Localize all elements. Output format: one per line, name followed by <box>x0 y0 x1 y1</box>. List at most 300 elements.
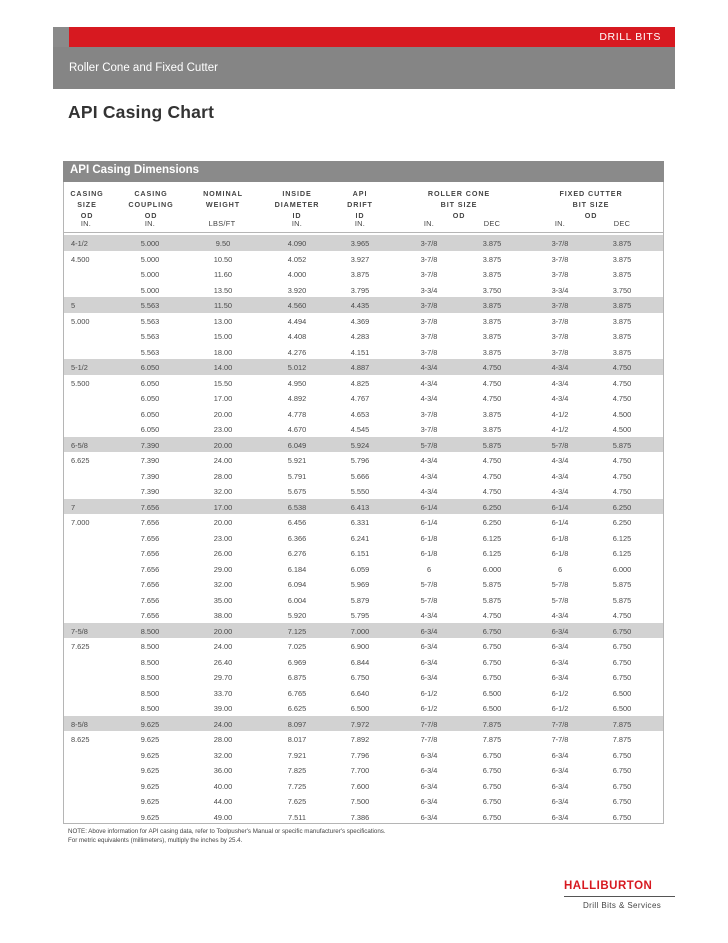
cell-fixed-cutter-dec: 5.875 <box>612 580 632 589</box>
col-header-line: BIT SIZE <box>572 200 610 209</box>
header-grey-block <box>53 27 69 47</box>
cell-coupling-od: 5.000 <box>140 254 160 264</box>
cell-casing-size: 6-5/8 <box>71 440 88 450</box>
table-row <box>64 483 663 499</box>
cell-fixed-cutter-dec: 3.875 <box>612 254 632 264</box>
unit-label: IN. <box>354 219 366 228</box>
col-header-line: API <box>352 189 368 198</box>
cell-api-drift: 6.640 <box>350 688 370 698</box>
cell-fixed-cutter-dec: 4.750 <box>612 363 632 372</box>
cell-api-drift: 7.000 <box>350 626 370 636</box>
cell-coupling-od: 7.656 <box>140 564 160 574</box>
cell-inside-diameter: 7.921 <box>287 750 307 760</box>
cell-inside-diameter: 6.765 <box>287 688 307 698</box>
cell-fixed-cutter-dec: 4.750 <box>612 471 632 481</box>
cell-fixed-cutter-dec: 6.125 <box>612 549 632 558</box>
header-grey-bar <box>53 47 675 89</box>
cell-roller-cone-dec: 4.750 <box>482 378 502 388</box>
cell-fixed-cutter-dec: 7.875 <box>612 735 632 744</box>
cell-roller-cone-in: 4-3/4 <box>420 487 438 496</box>
table-row <box>64 328 663 344</box>
cell-fixed-cutter-in: 4-1/2 <box>551 409 569 419</box>
cell-roller-cone-in: 6-3/4 <box>420 812 438 822</box>
unit-label: IN. <box>144 219 156 228</box>
cell-nominal-weight: 15.50 <box>213 378 233 388</box>
col-header-line: OD <box>452 211 466 220</box>
cell-roller-cone-dec: 5.875 <box>482 595 502 605</box>
cell-inside-diameter: 4.892 <box>287 394 307 403</box>
cell-coupling-od: 8.500 <box>140 657 160 667</box>
table-row <box>64 390 663 406</box>
casing-table <box>63 182 664 824</box>
cell-roller-cone-dec: 6.125 <box>482 549 502 558</box>
cell-roller-cone-dec: 7.875 <box>482 719 502 729</box>
cell-roller-cone-in: 4-3/4 <box>420 456 438 465</box>
cell-api-drift: 4.825 <box>350 378 370 388</box>
cell-inside-diameter: 6.538 <box>287 502 307 512</box>
cell-coupling-od: 7.656 <box>140 611 160 620</box>
table-row <box>64 545 663 561</box>
cell-roller-cone-dec: 3.875 <box>482 332 502 341</box>
cell-nominal-weight: 11.50 <box>214 301 232 310</box>
col-header-line: INSIDE <box>282 189 312 198</box>
cell-nominal-weight: 28.00 <box>213 735 233 744</box>
cell-roller-cone-in: 6-3/4 <box>420 642 438 651</box>
cell-roller-cone-dec: 6.750 <box>482 781 502 791</box>
logo-divider <box>564 896 675 897</box>
cell-api-drift: 5.924 <box>350 440 370 450</box>
cell-nominal-weight: 17.00 <box>213 502 233 512</box>
unit-label: LBS/FT <box>208 219 236 228</box>
col-header-line: DRIFT <box>347 200 373 209</box>
cell-fixed-cutter-dec: 6.500 <box>612 688 632 698</box>
table-row <box>64 344 663 360</box>
cell-roller-cone-dec: 4.750 <box>482 471 502 481</box>
cell-inside-diameter: 5.012 <box>287 363 307 372</box>
cell-fixed-cutter-dec: 6.250 <box>612 502 632 512</box>
cell-inside-diameter: 7.511 <box>288 812 306 822</box>
cell-roller-cone-in: 6-3/4 <box>420 673 438 682</box>
col-header-line: ID <box>292 211 302 220</box>
halliburton-logo: HALLIBURTON <box>564 880 653 892</box>
col-header-line: ROLLER CONE <box>427 189 491 198</box>
table-row <box>64 669 663 685</box>
cell-roller-cone-in: 3-7/8 <box>420 332 438 341</box>
cell-api-drift: 3.965 <box>350 239 370 248</box>
table-row <box>64 778 663 794</box>
cell-coupling-od: 5.563 <box>140 332 160 341</box>
cell-fixed-cutter-dec: 3.875 <box>612 270 632 279</box>
table-row <box>64 282 663 298</box>
cell-inside-diameter: 8.097 <box>287 719 307 729</box>
cell-roller-cone-in: 3-7/8 <box>420 239 438 248</box>
cell-coupling-od: 8.500 <box>140 642 160 651</box>
cell-roller-cone-dec: 4.750 <box>482 611 502 620</box>
table-row <box>64 297 663 313</box>
table-row <box>64 375 663 391</box>
cell-fixed-cutter-dec: 4.750 <box>612 456 632 465</box>
cell-fixed-cutter-in: 6-1/8 <box>551 533 569 543</box>
cell-nominal-weight: 36.00 <box>213 766 233 775</box>
cell-roller-cone-in: 3-7/8 <box>420 301 438 310</box>
cell-fixed-cutter-in: 4-1/2 <box>551 425 569 434</box>
cell-nominal-weight: 26.40 <box>213 657 233 667</box>
cell-fixed-cutter-dec: 3.875 <box>612 301 632 310</box>
footnote-line: For metric equivalents (millimeters), multiply the inches by 25.4. <box>68 836 243 844</box>
cell-coupling-od: 5.000 <box>140 270 160 279</box>
cell-api-drift: 6.151 <box>350 549 370 558</box>
cell-roller-cone-in: 6-1/4 <box>420 502 438 512</box>
cell-coupling-od: 8.500 <box>140 704 160 713</box>
cell-fixed-cutter-in: 6-3/4 <box>551 626 569 636</box>
col-header-fixed-cutter <box>551 188 631 221</box>
unit-label: IN. <box>291 219 303 228</box>
cell-fixed-cutter-in: 4-3/4 <box>551 363 569 372</box>
cell-fixed-cutter-in: 6-3/4 <box>551 797 569 806</box>
cell-roller-cone-in: 7-7/8 <box>420 735 438 744</box>
cell-api-drift: 7.700 <box>350 766 370 775</box>
cell-roller-cone-in: 6-3/4 <box>420 766 438 775</box>
cell-api-drift: 5.550 <box>350 487 370 496</box>
cell-fixed-cutter-in: 3-3/4 <box>551 285 569 295</box>
cell-fixed-cutter-in: 7-7/8 <box>551 719 569 729</box>
cell-coupling-od: 5.563 <box>140 347 160 357</box>
cell-api-drift: 7.500 <box>350 797 370 806</box>
cell-fixed-cutter-dec: 4.500 <box>612 409 632 419</box>
cell-casing-size: 8.625 <box>71 735 90 744</box>
cell-roller-cone-in: 6-1/8 <box>420 549 438 558</box>
cell-coupling-od: 9.625 <box>140 812 160 822</box>
cell-inside-diameter: 5.675 <box>287 487 307 496</box>
cell-api-drift: 3.795 <box>350 285 370 295</box>
cell-roller-cone-dec: 3.875 <box>482 270 502 279</box>
cell-roller-cone-dec: 6.500 <box>482 688 502 698</box>
cell-coupling-od: 7.390 <box>140 440 160 450</box>
cell-roller-cone-in: 4-3/4 <box>420 611 438 620</box>
cell-fixed-cutter-dec: 6.750 <box>612 673 632 682</box>
unit-label: IN. <box>80 219 92 228</box>
cell-api-drift: 6.750 <box>350 673 370 682</box>
table-body <box>64 235 663 824</box>
cell-fixed-cutter-dec: 4.750 <box>612 487 632 496</box>
cell-coupling-od: 5.000 <box>140 285 160 295</box>
cell-fixed-cutter-dec: 7.875 <box>612 719 632 729</box>
cell-roller-cone-in: 4-3/4 <box>420 363 438 372</box>
cell-inside-diameter: 7.625 <box>287 797 307 806</box>
cell-casing-size: 5-1/2 <box>71 363 88 372</box>
footnote-line: NOTE: Above information for API casing data, refer to Toolpusher's Manual or specific manufacturer's specifications. <box>68 828 386 835</box>
cell-nominal-weight: 39.00 <box>213 704 233 713</box>
cell-nominal-weight: 23.00 <box>213 425 233 434</box>
cell-inside-diameter: 7.725 <box>287 781 307 791</box>
table-row <box>64 421 663 437</box>
cell-coupling-od: 6.050 <box>140 378 160 388</box>
col-header-line: BIT SIZE <box>440 200 478 209</box>
cell-fixed-cutter-in: 6-1/8 <box>551 549 569 558</box>
cell-roller-cone-dec: 6.750 <box>482 797 502 806</box>
cell-fixed-cutter-dec: 5.875 <box>612 440 632 450</box>
cell-coupling-od: 7.390 <box>140 456 160 465</box>
cell-api-drift: 4.767 <box>350 394 370 403</box>
cell-nominal-weight: 29.00 <box>213 564 233 574</box>
cell-fixed-cutter-in: 6-3/4 <box>551 657 569 667</box>
cell-fixed-cutter-in: 3-7/8 <box>551 270 569 279</box>
cell-nominal-weight: 26.00 <box>213 549 233 558</box>
cell-api-drift: 4.653 <box>350 409 370 419</box>
cell-coupling-od: 9.625 <box>140 735 160 744</box>
cell-inside-diameter: 6.875 <box>287 673 307 682</box>
cell-roller-cone-in: 6-3/4 <box>420 797 438 806</box>
cell-roller-cone-dec: 6.250 <box>482 502 502 512</box>
cell-fixed-cutter-in: 4-3/4 <box>551 471 569 481</box>
cell-inside-diameter: 6.969 <box>287 657 307 667</box>
cell-roller-cone-in: 3-7/8 <box>420 270 438 279</box>
cell-roller-cone-dec: 4.750 <box>482 394 502 403</box>
cell-fixed-cutter-in: 4-3/4 <box>551 487 569 496</box>
cell-fixed-cutter-in: 6-1/2 <box>551 704 569 713</box>
header-red-bar <box>53 27 675 47</box>
cell-roller-cone-dec: 6.000 <box>482 564 502 574</box>
cell-fixed-cutter-in: 6 <box>557 564 563 574</box>
cell-fixed-cutter-dec: 6.750 <box>612 642 632 651</box>
table-row <box>64 592 663 608</box>
cell-fixed-cutter-in: 6-3/4 <box>551 781 569 791</box>
cell-casing-size: 7.000 <box>71 518 90 527</box>
cell-roller-cone-in: 6-3/4 <box>420 781 438 791</box>
table-row <box>64 762 663 778</box>
cell-roller-cone-in: 6-3/4 <box>420 657 438 667</box>
cell-nominal-weight: 20.00 <box>213 626 233 636</box>
cell-inside-diameter: 6.366 <box>287 533 307 543</box>
cell-coupling-od: 8.500 <box>140 688 160 698</box>
cell-nominal-weight: 35.00 <box>213 595 233 605</box>
cell-roller-cone-dec: 6.500 <box>482 704 502 713</box>
table-row <box>64 576 663 592</box>
col-header-line: SIZE <box>77 200 97 209</box>
cell-inside-diameter: 4.950 <box>287 378 307 388</box>
cell-fixed-cutter-in: 6-1/4 <box>551 518 569 527</box>
unit-label: IN. <box>554 219 566 228</box>
cell-fixed-cutter-dec: 6.750 <box>612 797 632 806</box>
cell-inside-diameter: 6.004 <box>287 595 307 605</box>
cell-api-drift: 4.545 <box>350 425 370 434</box>
cell-coupling-od: 9.625 <box>140 719 160 729</box>
table-row <box>64 530 663 546</box>
cell-coupling-od: 5.563 <box>140 316 160 326</box>
cell-coupling-od: 7.656 <box>140 549 160 558</box>
cell-coupling-od: 7.390 <box>140 487 160 496</box>
cell-fixed-cutter-in: 5-7/8 <box>551 580 569 589</box>
cell-fixed-cutter-in: 6-3/4 <box>551 750 569 760</box>
cell-api-drift: 4.283 <box>350 332 370 341</box>
col-header-line: ID <box>355 211 365 220</box>
table-row <box>64 716 663 732</box>
cell-nominal-weight: 20.00 <box>213 409 233 419</box>
cell-api-drift: 5.795 <box>350 611 370 620</box>
cell-inside-diameter: 4.560 <box>287 301 307 310</box>
section-header <box>63 161 664 182</box>
cell-roller-cone-in: 6 <box>426 564 432 574</box>
col-header-line: CASING <box>70 189 104 198</box>
cell-fixed-cutter-dec: 6.000 <box>612 564 632 574</box>
cell-casing-size: 7-5/8 <box>71 626 88 636</box>
table-row <box>64 266 663 282</box>
cell-api-drift: 4.887 <box>350 363 370 372</box>
section-title: API Casing Dimensions <box>70 164 200 176</box>
cell-roller-cone-dec: 4.750 <box>482 487 502 496</box>
cell-roller-cone-dec: 6.750 <box>482 673 502 682</box>
table-row <box>64 747 663 763</box>
cell-roller-cone-dec: 6.750 <box>482 657 502 667</box>
cell-fixed-cutter-dec: 4.750 <box>612 611 632 620</box>
table-row <box>64 251 663 267</box>
cell-roller-cone-dec: 6.125 <box>482 533 502 543</box>
table-row <box>64 623 663 639</box>
cell-api-drift: 7.972 <box>350 719 370 729</box>
cell-roller-cone-in: 5-7/8 <box>420 440 438 450</box>
cell-roller-cone-in: 5-7/8 <box>420 580 438 589</box>
cell-roller-cone-dec: 3.750 <box>482 285 502 295</box>
cell-roller-cone-in: 3-7/8 <box>420 316 438 326</box>
cell-nominal-weight: 24.00 <box>213 719 233 729</box>
cell-roller-cone-dec: 6.750 <box>482 750 502 760</box>
cell-roller-cone-in: 6-1/8 <box>420 533 438 543</box>
cell-nominal-weight: 32.00 <box>213 487 233 496</box>
cell-coupling-od: 5.563 <box>140 301 160 310</box>
cell-coupling-od: 9.625 <box>140 797 160 806</box>
cell-fixed-cutter-dec: 4.750 <box>612 378 632 388</box>
cell-nominal-weight: 11.60 <box>214 270 232 279</box>
cell-casing-size: 5.000 <box>71 316 90 326</box>
col-header-roller-cone <box>419 188 499 221</box>
cell-api-drift: 3.927 <box>350 254 370 264</box>
cell-fixed-cutter-dec: 6.750 <box>612 750 632 760</box>
cell-api-drift: 7.386 <box>350 812 370 822</box>
cell-api-drift: 5.666 <box>350 471 370 481</box>
cell-coupling-od: 6.050 <box>140 394 160 403</box>
cell-coupling-od: 8.500 <box>140 673 160 682</box>
table-row <box>64 514 663 530</box>
cell-fixed-cutter-in: 4-3/4 <box>551 394 569 403</box>
cell-nominal-weight: 20.00 <box>213 440 233 450</box>
cell-api-drift: 4.435 <box>350 301 370 310</box>
cell-inside-diameter: 4.000 <box>287 270 307 279</box>
col-header-line: OD <box>584 211 598 220</box>
cell-inside-diameter: 5.791 <box>287 471 307 481</box>
table-row <box>64 809 663 825</box>
cell-api-drift: 4.151 <box>350 347 370 357</box>
col-header-line: DIAMETER <box>274 200 320 209</box>
table-row <box>64 406 663 422</box>
cell-fixed-cutter-in: 6-3/4 <box>551 766 569 775</box>
cell-fixed-cutter-dec: 3.875 <box>612 316 632 326</box>
cell-casing-size: 6.625 <box>71 456 90 465</box>
cell-nominal-weight: 24.00 <box>213 642 233 651</box>
cell-inside-diameter: 4.276 <box>287 347 307 357</box>
cell-inside-diameter: 7.125 <box>287 626 307 636</box>
cell-nominal-weight: 40.00 <box>213 781 233 791</box>
cell-fixed-cutter-dec: 3.750 <box>612 285 632 295</box>
cell-roller-cone-dec: 3.875 <box>482 409 502 419</box>
table-row <box>64 468 663 484</box>
cell-nominal-weight: 14.00 <box>213 363 233 372</box>
cell-fixed-cutter-dec: 4.500 <box>612 425 632 434</box>
cell-api-drift: 6.900 <box>350 642 370 651</box>
cell-fixed-cutter-in: 4-3/4 <box>551 456 569 465</box>
table-row <box>64 685 663 701</box>
table-row <box>64 452 663 468</box>
footnote <box>68 828 386 845</box>
cell-nominal-weight: 17.00 <box>213 394 233 403</box>
cell-api-drift: 7.796 <box>350 750 370 760</box>
cell-roller-cone-in: 3-7/8 <box>420 425 438 434</box>
cell-coupling-od: 6.050 <box>140 425 160 434</box>
cell-api-drift: 5.969 <box>350 580 370 589</box>
cell-fixed-cutter-dec: 6.750 <box>612 781 632 791</box>
cell-nominal-weight: 13.50 <box>213 285 233 295</box>
unit-label: DEC <box>613 219 631 228</box>
cell-fixed-cutter-dec: 6.250 <box>612 518 632 527</box>
table-row <box>64 731 663 747</box>
cell-coupling-od: 7.656 <box>140 595 160 605</box>
col-header-line: WEIGHT <box>205 200 241 209</box>
cell-fixed-cutter-dec: 5.875 <box>612 595 632 605</box>
cell-inside-diameter: 5.921 <box>287 456 307 465</box>
cell-fixed-cutter-in: 3-7/8 <box>551 254 569 264</box>
col-header-api-drift <box>340 188 380 221</box>
col-header-line: FIXED CUTTER <box>559 189 623 198</box>
cell-roller-cone-dec: 6.250 <box>482 518 502 527</box>
cell-nominal-weight: 18.00 <box>213 347 233 357</box>
cell-fixed-cutter-in: 7-7/8 <box>551 735 569 744</box>
cell-inside-diameter: 6.184 <box>287 564 307 574</box>
table-row <box>64 313 663 329</box>
cell-nominal-weight: 44.00 <box>213 797 233 806</box>
cell-fixed-cutter-in: 6-3/4 <box>551 642 569 651</box>
cell-fixed-cutter-in: 3-7/8 <box>551 347 569 357</box>
table-row <box>64 607 663 623</box>
cell-roller-cone-dec: 6.750 <box>482 626 502 636</box>
cell-roller-cone-in: 7-7/8 <box>420 719 438 729</box>
cell-roller-cone-dec: 6.750 <box>482 642 502 651</box>
cell-roller-cone-dec: 7.875 <box>482 735 502 744</box>
cell-nominal-weight: 23.00 <box>213 533 233 543</box>
cell-nominal-weight: 32.00 <box>213 750 233 760</box>
cell-roller-cone-in: 5-7/8 <box>420 595 438 605</box>
cell-inside-diameter: 8.017 <box>287 735 307 744</box>
cell-inside-diameter: 4.670 <box>287 425 307 434</box>
cell-fixed-cutter-in: 3-7/8 <box>551 316 569 326</box>
cell-api-drift: 4.369 <box>350 316 370 326</box>
col-header-line: CASING <box>134 189 168 198</box>
cell-roller-cone-in: 6-3/4 <box>420 626 438 636</box>
table-row <box>64 793 663 809</box>
cell-roller-cone-dec: 6.750 <box>482 766 502 775</box>
cell-nominal-weight: 38.00 <box>213 611 233 620</box>
table-row <box>64 437 663 453</box>
unit-label: IN. <box>423 219 435 228</box>
cell-fixed-cutter-in: 5-7/8 <box>551 595 569 605</box>
brand-division: Drill Bits & Services <box>583 901 662 910</box>
page-title: API Casing Chart <box>68 102 215 122</box>
table-row <box>64 359 663 375</box>
col-header-nominal-weight <box>198 188 248 210</box>
cell-api-drift: 5.879 <box>350 595 370 605</box>
cell-fixed-cutter-in: 3-7/8 <box>551 332 569 341</box>
cell-nominal-weight: 29.70 <box>213 673 233 682</box>
cell-api-drift: 6.844 <box>350 657 370 667</box>
cell-coupling-od: 9.625 <box>140 781 160 791</box>
